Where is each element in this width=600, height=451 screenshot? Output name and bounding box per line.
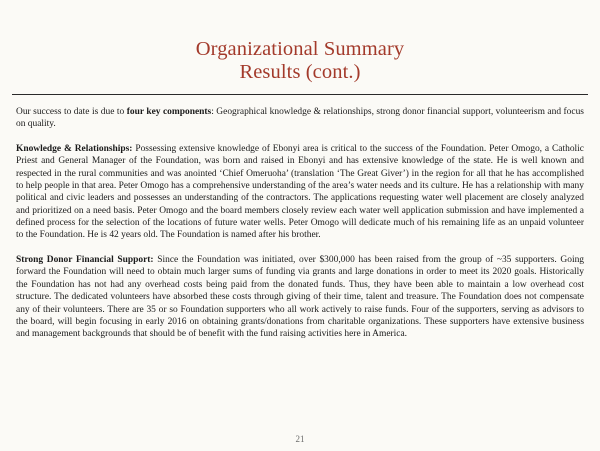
slide-body <box>16 106 584 353</box>
intro-key-components: four key components <box>126 107 212 117</box>
title-divider <box>12 94 588 95</box>
page-number: 21 <box>295 434 305 444</box>
slide-title <box>0 38 600 84</box>
knowledge-paragraph <box>16 143 584 242</box>
slide-title-line-2: Results (cont.) <box>239 61 361 83</box>
intro-paragraph <box>16 106 584 131</box>
donor-heading: Strong Donor Financial Support: <box>16 255 154 266</box>
intro-text-before: Our success to date is due to <box>16 107 127 117</box>
knowledge-text: Possessing extensive knowledge of Ebonyi area is critical to the success of the Foundation. Peter Omogo, a Catholic Priest and General Manager of the Foundation, was born and raised in Ebonyi and has extensive knowledge of the state. He is well known and respected in the rural communities and was anointed ‘Chief Omeruoha’ (translation ‘The Great Giver’) in the region for all that he has accomplished to help people in that area. Peter Omogo has a comprehensive understanding of the area’s water needs and its culture. He has a relationship with many political and civic leaders and possesses an understanding of the contractors. The applications requesting water well placement are closely analyzed and prioritized on a need basis. Peter Omogo and the board members closely review each water well application submission and have implemented a defined process for the selection of the locations of future water wells. Peter Omogo will dedicate much of his remaining life as an unpaid volunteer to the Foundation. He is 42 years old. The Foundation is named after his brother. <box>16 144 584 241</box>
donor-text: Since the Foundation was initiated, over $300,000 has been raised from the group of ~35 supporters. Going forward the Foundation will need to obtain much larger sums of funding via grants and large donations in order to meet its 2020 goals. Historically the Foundation has not had any overhead costs being paid from the donated funds. Thus, they have been able to maintain a low overhead cost structure. The dedicated volunteers have absorbed these costs through giving of their time, talent and treasure. The Foundation does not compensate any of their volunteers. There are 35 or so Foundation supporters who all work actively to raise funds. Four of the supporters, serving as advisors to the board, will begin focusing in early 2016 on obtaining grants/donations from charitable organizations. These supporters have extensive business and management backgrounds that should be of benefit with the fund raising activities here in America. <box>16 255 584 340</box>
knowledge-heading: Knowledge & Relationships: <box>16 144 133 155</box>
donor-paragraph <box>16 254 584 340</box>
slide-title-line-1: Organizational Summary <box>195 38 405 60</box>
intro-text-after: : Geographical knowledge & relationships, strong donor financial support, volunteerism and focus on quality. <box>16 107 584 130</box>
